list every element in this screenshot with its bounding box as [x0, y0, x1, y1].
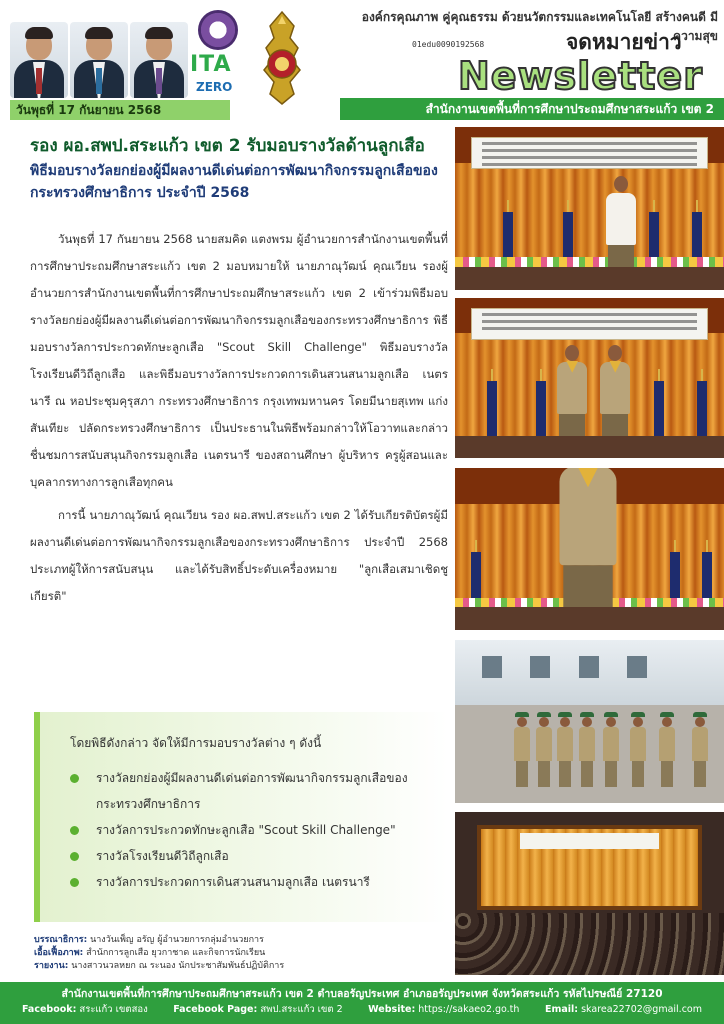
newsletter-title: Newsletter: [458, 54, 703, 98]
award-item: รางวัลโรงเรียนดีวิถีลูกเสือ: [70, 843, 432, 869]
executive-portrait-1: [10, 22, 68, 98]
website-link[interactable]: Website: https://sakaeo2.go.th: [368, 1004, 520, 1015]
ita-logo: ITA: [190, 52, 232, 77]
event-photo-scout-line: [455, 640, 724, 803]
issue-date: วันพุธที่ 17 กันยายน 2568: [10, 100, 230, 120]
newsletter-title-thai: จดหมายข่าว: [566, 30, 682, 54]
office-address: สำนักงานเขตพื้นที่การศึกษาประถมศึกษาสระแก้ว เขต 2 ตำบลอรัญประเทศ อำเภออรัญประเทศ จังหวัดสระแก้ว รหัสไปรษณีย์ 27120: [61, 988, 663, 1000]
newsletter-footer: [0, 982, 724, 1024]
article-subhead: พิธีมอบรางวัลยกย่องผู้มีผลงานดีเด่นต่อการพัฒนากิจกรรมลูกเสือของกระทรวงศึกษาธิการ ประจำปี 2568: [30, 163, 438, 201]
award-item: รางวัลยกย่องผู้มีผลงานดีเด่นต่อการพัฒนากิจกรรมลูกเสือของกระทรวงศึกษาธิการ: [70, 765, 432, 817]
org-tagline: องค์กรคุณภาพ คู่คุณธรรม ด้วยนวัตกรรมและเทคโนโลยี สร้างคนดี มีความสุข: [361, 10, 718, 43]
awards-list: [70, 765, 432, 895]
credit-reporter: รายงาน: นางสาวนวลหยก ณ ระนอง นักประชาสัมพันธ์ปฏิบัติการ: [34, 961, 285, 971]
awards-lead: โดยพิธีดังกล่าว จัดให้มีการมอบรางวัลต่าง ๆ ดังนี้: [70, 736, 322, 750]
document-id: 01edu0090192568: [412, 40, 485, 49]
award-item: รางวัลการประกวดทักษะลูกเสือ "Scout Skill Challenge": [70, 817, 432, 843]
article-paragraph-1: วันพุธที่ 17 กันยายน 2568 นายสมคิด แตงพรม ผู้อำนวยการสำนักงานเขตพื้นที่การศึกษาประถมศึกษาสระแก้ว เขต 2 มอบหมายให้ นายภาณุวัฒน์ คุณเวียน รองผู้อำนวยการสำนักงานเขตพื้นที่การศึกษาประถมศึกษาสระแก้ว เขต 2 เข้าร่วมพิธีมอบรางวัลยกย่องผู้มีผลงานดีเด่นต่อการพัฒนากิจกรรมลูกเสือของกระทรวงศึกษาธิการ พิธีมอบรางวัลการประกวดทักษะลูกเสือ "Scout Skill Challenge" พิธีมอบรางวัลโรงเรียนดีวิถีลูกเสือ และพิธีมอบรางวัลการประกวดการเดินสวนสนามลูกเสือ เนตรนารี ณ หอประชุมคุรุสภา กระทรวงศึกษาธิการ กรุงเทพมหานคร โดยมีนายสุเทพ แก่งสันเทียะ ปลัดกระทรวงศึกษาธิการ เป็นประธานในพิธีพร้อมกล่าวให้โอวาทและกล่าวชื่นชมการสนับสนุนกิจกรรมลูกเสือ เนตรนารี ของสถานศึกษา ผู้บริหาร ครูผู้สอนและบุคลากรทางการลูกเสือทุกคน: [30, 232, 448, 489]
facebook-page-link[interactable]: Facebook Page: สพป.สระแก้ว เขต 2: [173, 1004, 343, 1015]
article-paragraph-2: การนี้ นายภาณุวัฒน์ คุณเวียน รอง ผอ.สพป.สระแก้ว เขต 2 ได้รับเกียรติบัตรผู้มีผลงานดีเด่นต่อการพัฒนากิจกรรมลูกเสือของกระทรวงศึกษาธิการ ประจำปี 2568 ประเภทผู้ให้การสนับสนุน และได้รับสิทธิ์ประดับเครื่องหมาย "ลูกเสือเสมาเชิดชูเกียรติ": [30, 508, 448, 603]
event-photo-auditorium: [455, 812, 724, 975]
office-name: สำนักงานเขตพื้นที่การศึกษาประถมศึกษาสระแก้ว เขต 2: [340, 98, 724, 120]
credit-photo: เอื้อเฟื้อภาพ: สำนักการลูกเสือ ยุวกาชาด และกิจการนักเรียน: [34, 948, 266, 958]
event-photo-stage-speech: [455, 127, 724, 290]
newsletter-header: [0, 0, 724, 122]
event-photo-certificate-holder: [455, 468, 724, 630]
awards-box: [34, 712, 448, 922]
facebook-link[interactable]: Facebook: สระแก้ว เขตสอง: [22, 1004, 148, 1015]
article-body: [30, 226, 448, 616]
credits: [34, 934, 454, 973]
executive-photos: [10, 22, 188, 98]
email-link[interactable]: Email: skarea22702@gmail.com: [544, 1004, 702, 1015]
executive-portrait-3: [130, 22, 188, 98]
award-item: รางวัลการประกวดการเดินสวนสนามลูกเสือ เนตรนารี: [70, 869, 432, 895]
agency-logo-icon: [198, 10, 238, 50]
executive-portrait-2: [70, 22, 128, 98]
article-headline: รอง ผอ.สพป.สระแก้ว เขต 2 รับมอบรางวัลด้านลูกเสือ: [30, 136, 425, 156]
ministry-emblem-icon: [250, 8, 314, 108]
contact-info: [22, 1002, 702, 1018]
event-photo-award-handover: [455, 298, 724, 458]
zero-logo: ZERO: [196, 80, 233, 94]
credit-editor: บรรณาธิการ: นางวันเพ็ญ อรัญ ผู้อำนวยการกลุ่มอำนวยการ: [34, 935, 264, 945]
